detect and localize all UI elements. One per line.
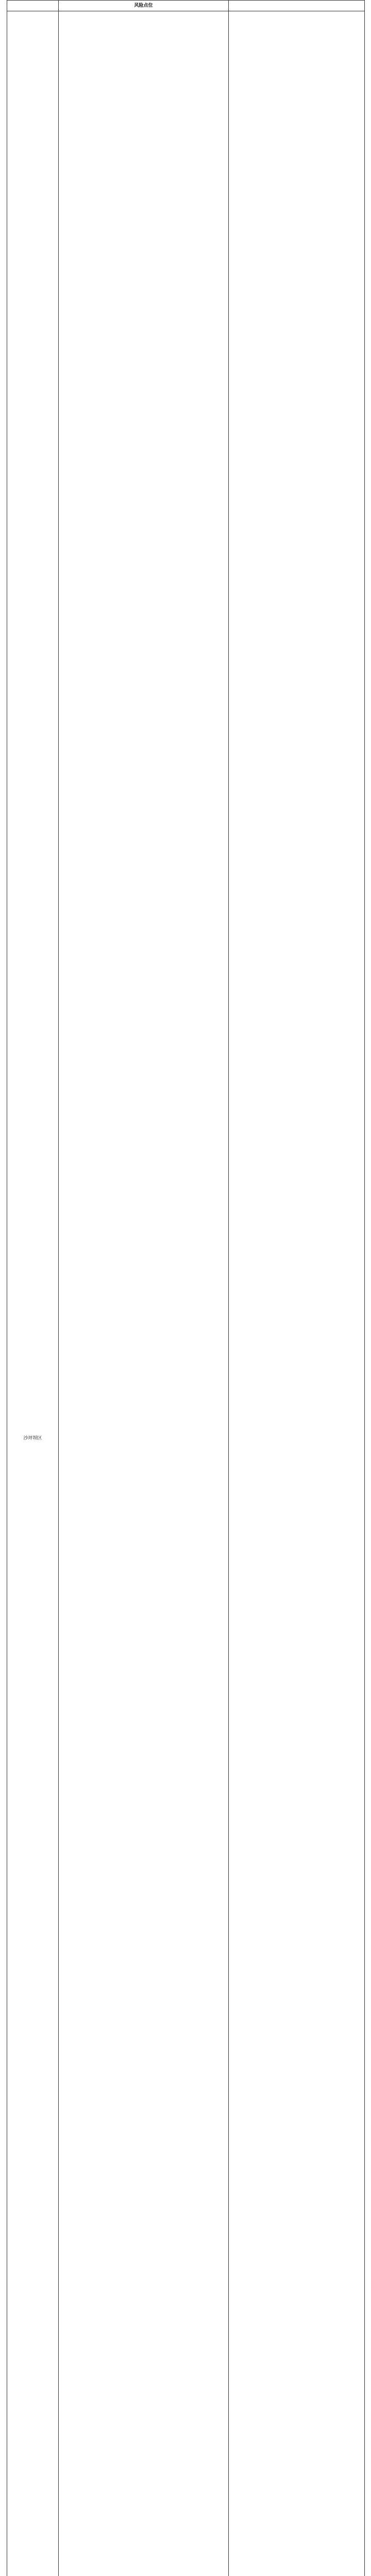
table-body xyxy=(7,11,365,2576)
header-time xyxy=(229,1,365,11)
table-header-row xyxy=(7,1,365,11)
header-risk-point: 风险点位 xyxy=(59,1,229,11)
district-cell: 沙坪坝区 xyxy=(7,11,59,2576)
header-district xyxy=(7,1,59,11)
risk-point-table xyxy=(7,0,365,2576)
table-row xyxy=(7,11,365,2576)
risk-point-table-page xyxy=(7,0,364,2576)
